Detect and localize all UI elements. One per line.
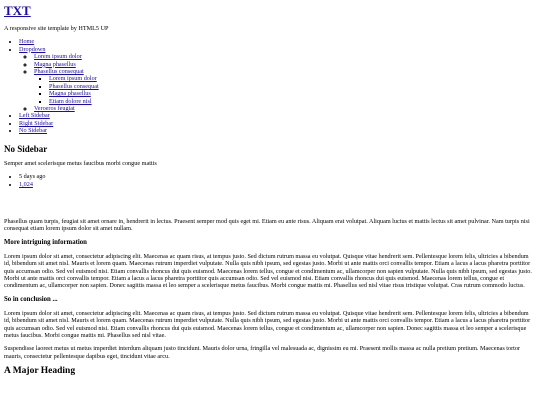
nav-item-dropdown xyxy=(19,46,536,113)
sub-dropdown-link-lorem[interactable]: Lorem ipsum dolor xyxy=(49,75,97,83)
dropdown-list xyxy=(19,53,536,112)
sub-dropdown-item xyxy=(49,75,536,82)
nav-link-right-sidebar[interactable]: Right Sidebar xyxy=(19,119,54,127)
major-heading: A Major Heading xyxy=(4,366,76,377)
site-title-link[interactable]: TXT xyxy=(4,3,31,18)
site-header xyxy=(4,4,536,32)
dropdown-item xyxy=(34,61,536,68)
section-body-intriguing: Lorem ipsum dolor sit amet, consectetur adipiscing elit. Maecenas ac quam risus, at tempus justo. Sed dictum rutrum massa eu volutpat. Quisque vitae hendrerit sem. Pellentesque lorem felis, ultricies a bibendum id, bibendum sit amet nisl. Mauris et lorem quam. Maecenas rutrum imperdiet vulputate. Nulla quis nibh ipsum, sed egestas justo. Morbi ut ante mattis orci convallis tempor. Etiam a lacus a lacus pharetra porttitor quis accumsan odio. Sed vel euismod nisi. Etiam convallis rhoncus dui quis euismod. Maecenas lorem tellus, congue et condimentum ac, ullamcorper non sapien vulputate. Nulla quis nibh ipsum, sed egestas justo. Morbi ut ante mattis orci convallis tempor. Etiam a lacus a lacus pharetra porttitor quis accumsan odio. Sed vel euismod nisi. Etiam convallis rhoncus dui quis euismod. Maecenas lorem tellus, congue et condimentum ac, ullamcorper non sapien. Donec sagittis massa et leo semper a scelerisque metus faucibus. Morbi congue mattis mi. Phasellus sed nisl vitae risus tristique volutpat. Cras rutrum commodo luctus. xyxy=(4,252,532,290)
nav-link-home[interactable]: Home xyxy=(19,38,35,46)
main-nav xyxy=(4,38,536,134)
nav-item-no-sidebar xyxy=(19,127,536,134)
dropdown-link-phasellus[interactable]: Phasellus consequat xyxy=(34,68,84,76)
section-body-conclusion-2: Suspendisse laoreet metus ut metus imperdiet interdum aliquam justo tincidunt. Mauris dolor urna, fringilla vel malesuada ac, dignissim eu mi. Praesent mollis massa ac nulla pretium pretium. Maecenas tortor mauris, consectetur pellentesque dapibus eget, tincidunt vitae arcu. xyxy=(4,345,521,360)
dropdown-item xyxy=(34,68,536,105)
section-heading-intriguing: More intriguing information xyxy=(4,238,87,246)
meta-timestamp: • 5 days ago xyxy=(19,173,536,180)
image-placeholder xyxy=(4,188,536,218)
sub-dropdown-link-magna[interactable]: Magna phasellus xyxy=(49,90,91,98)
nav-item-home xyxy=(19,38,536,45)
section-heading-conclusion: So in conclusion ... xyxy=(4,295,58,303)
article-meta xyxy=(4,173,536,188)
dropdown-item xyxy=(34,53,536,60)
site-title xyxy=(4,4,536,18)
sub-dropdown-item xyxy=(49,98,536,105)
nav-item-left-sidebar xyxy=(19,112,536,119)
sub-dropdown-item xyxy=(49,90,536,97)
article-subtitle: Semper amet scelerisque metus faucibus morbi congue mattis xyxy=(4,159,157,167)
dropdown-link-veroeros[interactable]: Veroeros feugiat xyxy=(34,105,75,113)
meta-comments xyxy=(19,181,536,188)
nav-link-dropdown[interactable]: Dropdown xyxy=(19,45,46,53)
section-body-conclusion: Lorem ipsum dolor sit amet, consectetur adipiscing elit. Maecenas ac quam risus, at tempus justo. Sed dictum rutrum massa eu volutpat. Quisque vitae hendrerit sem. Pellentesque lorem felis, ultricies a bibendum id, bibendum sit amet nisl. Mauris et lorem quam. Maecenas rutrum imperdiet vulputate. Nulla quis nibh ipsum, sed egestas justo. Morbi ut ante mattis orci convallis tempor. Etiam a lacus a lacus pharetra porttitor quis accumsan odio. Sed vel euismod nisi. Etiam convallis rhoncus dui quis euismod. Maecenas lorem tellus, congue et condimentum ac, ullamcorper non sapien. Donec sagittis massa et leo semper a scelerisque metus faucibus. Morbi congue mattis mi. Phasellus sed nisl vitae. xyxy=(4,309,531,339)
nav-link-no-sidebar[interactable]: No Sidebar xyxy=(19,127,48,135)
sub-dropdown-link-etiam[interactable]: Etiam dolore nisl xyxy=(49,97,92,105)
dropdown-link-lorem[interactable]: Lorem ipsum dolor xyxy=(34,53,82,61)
comments-link[interactable]: 1,024 xyxy=(19,180,33,188)
dropdown-item xyxy=(34,105,536,112)
article-title: No Sidebar xyxy=(4,143,48,154)
main-article xyxy=(4,144,536,377)
nav-item-right-sidebar xyxy=(19,120,536,127)
sub-dropdown-item xyxy=(49,83,536,90)
site-tagline: A responsive site template by HTML5 UP xyxy=(4,25,109,32)
nav-list xyxy=(4,38,536,134)
sub-dropdown-list xyxy=(34,75,536,105)
dropdown-link-magna[interactable]: Magna phasellus xyxy=(34,60,76,68)
article-intro: Phasellus quam turpis, feugiat sit amet ornare in, hendrerit in lectus. Praesent semper mod quis eget mi. Etiam eu ante risus. Aliquam erat volutpat. Aliquam luctus et mattis lectus sit amet pulvinar. Nam turpis nisi consequat etiam lorem ipsum dolor sit amet nullam. xyxy=(4,217,530,233)
sub-dropdown-link-phasellus[interactable]: Phasellus consequat xyxy=(49,82,99,90)
nav-link-left-sidebar[interactable]: Left Sidebar xyxy=(19,112,50,120)
